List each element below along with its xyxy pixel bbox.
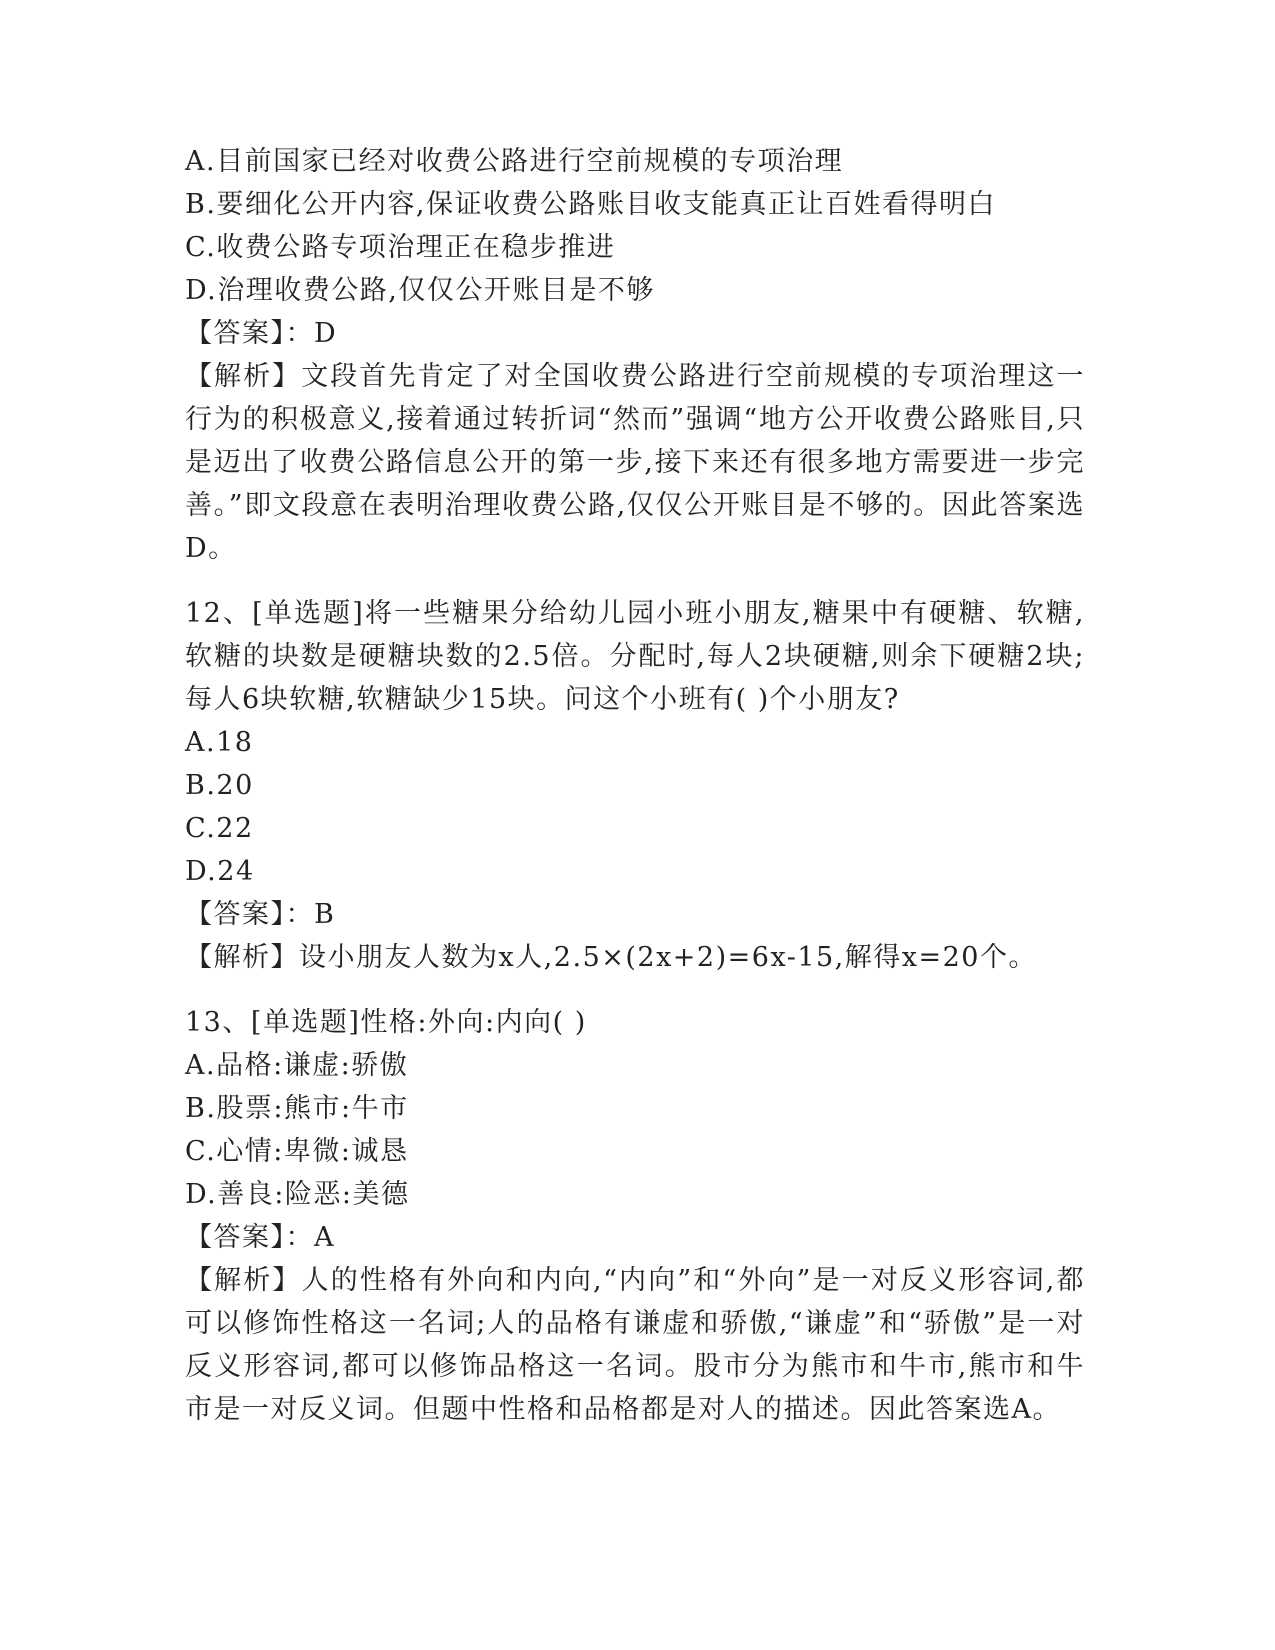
spacer: [185, 570, 1085, 592]
answer: 【答案】：A: [185, 1222, 335, 1253]
answer: 【答案】：D: [185, 318, 338, 349]
analysis: 【解析】人的性格有外向和内向,“内向”和“外向”是一对反义形容词,都可以修饰性格这一名词;人的品格有谦虚和骄傲,“谦虚”和“骄傲”是一对反义形容词,都可以修饰品格这一名词。股市分为熊市和牛市,熊市和牛市是一对反义词。但题中性格和品格都是对人的描述。因此答案选A。: [185, 1265, 1085, 1425]
option-b: B.20: [185, 770, 254, 801]
question-stem: 13、[单选题]性格:外向:内向( ): [185, 1007, 587, 1038]
analysis: 【解析】设小朋友人数为x人,2.5×(2x+2)=6x-15,解得x=20个。: [185, 942, 1037, 973]
option-c: C.心情:卑微:诚恳: [185, 1136, 409, 1167]
option-d: D.善良:险恶:美德: [185, 1179, 410, 1210]
option-a: A.目前国家已经对收费公路进行空前规模的专项治理: [185, 146, 844, 177]
question-11: [185, 140, 1085, 570]
option-b: B.要细化公开内容,保证收费公路账目收支能真正让百姓看得明白: [185, 189, 997, 220]
analysis: 【解析】文段首先肯定了对全国收费公路进行空前规模的专项治理这一行为的积极意义,接着通过转折词“然而”强调“地方公开收费公路账目,只是迈出了收费公路信息公开的第一步,接下来还有很多地方需要进一步完善。”即文段意在表明治理收费公路,仅仅公开账目是不够的。因此答案选D。: [185, 361, 1085, 564]
document-page: [185, 140, 1085, 1431]
option-c: C.22: [185, 813, 254, 844]
answer: 【答案】：B: [185, 899, 336, 930]
question-12: [185, 592, 1085, 979]
question-stem: 12、[单选题]将一些糖果分给幼儿园小班小朋友,糖果中有硬糖、软糖,软糖的块数是硬糖块数的2.5倍。分配时,每人2块硬糖,则余下硬糖2块;每人6块软糖,软糖缺少15块。问这个小班有( )个小朋友?: [185, 598, 1085, 715]
question-13: [185, 1001, 1085, 1431]
option-a: A.18: [185, 727, 254, 758]
spacer: [185, 979, 1085, 1001]
option-a: A.品格:谦虚:骄傲: [185, 1050, 409, 1081]
option-d: D.治理收费公路,仅仅公开账目是不够: [185, 275, 655, 306]
option-d: D.24: [185, 856, 255, 887]
option-b: B.股票:熊市:牛市: [185, 1093, 409, 1124]
option-c: C.收费公路专项治理正在稳步推进: [185, 232, 616, 263]
